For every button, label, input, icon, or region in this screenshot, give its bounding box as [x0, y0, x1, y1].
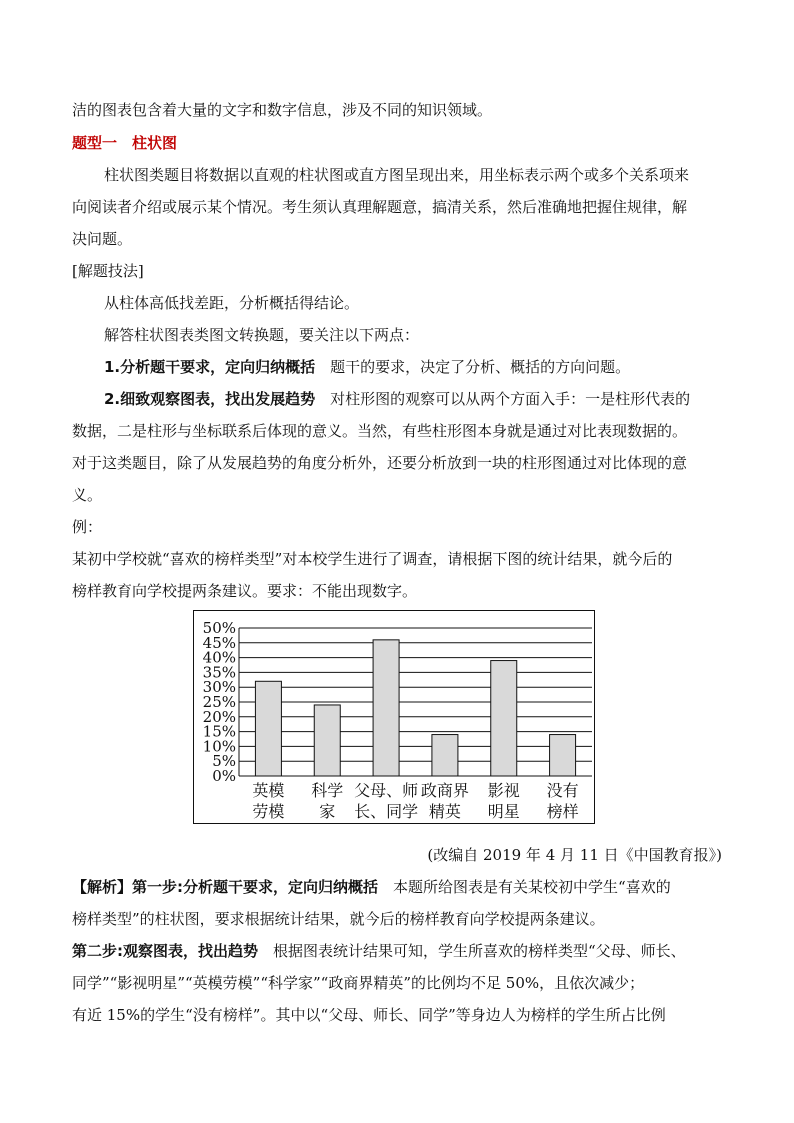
intro-line: 柱状图类题目将数据以直观的柱状图或直方图呈现出来，用坐标表示两个或多个关系项来: [104, 166, 690, 184]
source-citation: (改编自 2019 年 4 月 11 日《中国教育报》): [427, 846, 722, 864]
intro-line: 向阅读者介绍或展示某个情况。考生须认真理解题意，搞清关系，然后准确地把握住规律，解: [72, 198, 688, 216]
point-1-text: 题干的要求，决定了分析、概括的方向问题。: [315, 358, 631, 376]
bar: [314, 705, 340, 776]
point-2-title: 2.细致观察图表，找出发展趋势: [104, 390, 316, 408]
example-line: 某初中学校就“喜欢的榜样类型”对本校学生进行了调查，请根据下图的统计结果，就今后的: [72, 550, 673, 568]
bar: [491, 661, 517, 776]
x-tick-label: 明星: [487, 802, 520, 821]
analysis-step-2: [72, 941, 686, 961]
point-1-title: 1.分析题干要求，定向归纳概括: [104, 358, 316, 376]
point-2: [104, 389, 690, 409]
x-tick-label: 影视: [487, 781, 520, 800]
step-2-label: 第二步:: [72, 942, 123, 960]
x-tick-label: 长、同学: [354, 802, 419, 821]
method-line: 解答柱状图表类图文转换题，要关注以下两点：: [104, 326, 420, 344]
y-tick-label: 15%: [202, 722, 236, 741]
point-2-line: 数据，二是柱形与坐标联系后体现的意义。当然，有些柱形图本身就是通过对比表现数据的。: [72, 422, 688, 440]
analysis-step-1: [72, 877, 671, 897]
x-tick-label: 没有: [546, 781, 579, 800]
x-tick-label: 家: [319, 802, 336, 821]
y-tick-label: 25%: [202, 693, 236, 711]
y-tick-label: 0%: [212, 767, 236, 785]
y-tick-label: 35%: [202, 663, 236, 682]
method-line: 从柱体高低找差距，分析概括得结论。: [104, 294, 360, 312]
x-tick-label: 劳模: [252, 802, 285, 821]
y-tick-label: 50%: [202, 619, 236, 637]
x-tick-label: 政商界: [420, 781, 469, 800]
y-tick-label: 45%: [202, 633, 236, 652]
x-tick-label: 科学: [311, 781, 344, 800]
bar-chart-svg: [194, 611, 594, 823]
analysis-tag: 【解析】: [72, 878, 133, 896]
step-1-label: 第一步:: [132, 878, 184, 896]
bar-chart: [193, 610, 595, 824]
point-2-line: 对于这类题目，除了从发展趋势的角度分析外，还要分析放到一块的柱形图通过对比体现的意: [72, 454, 688, 472]
example-line: 榜样教育向学校提两条建议。要求：不能出现数字。: [72, 582, 418, 600]
y-tick-label: 20%: [202, 707, 236, 726]
y-tick-label: 30%: [202, 678, 236, 697]
x-tick-label: 精英: [428, 802, 461, 821]
x-tick-label: 父母、师: [354, 781, 419, 800]
point-1: [104, 357, 630, 377]
method-heading: [解题技法]: [72, 262, 144, 280]
example-label: 例：: [72, 518, 103, 536]
step-1-text: 本题所给图表是有关某校初中学生“喜欢的: [378, 878, 671, 896]
point-2-text: 对柱形图的观察可以从两个方面入手：一是柱形代表的: [315, 390, 691, 408]
paragraph-line: 洁的图表包含着大量的文字和数字信息，涉及不同的知识领域。: [72, 101, 493, 119]
analysis-line: 同学”“影视明星”“英模劳模”“科学家”“政商界精英”的比例均不足 50%，且依次减少；: [72, 974, 645, 992]
analysis-line: 有近 15%的学生“没有榜样”。其中以“父母、师长、同学”等身边人为榜样的学生所占比例: [72, 1006, 666, 1024]
x-tick-label: 英模: [252, 781, 285, 800]
y-tick-label: 10%: [202, 737, 236, 756]
step-2-title: 观察图表，找出趋势: [123, 942, 259, 960]
bar: [373, 640, 399, 776]
bar: [255, 681, 281, 776]
y-tick-label: 5%: [212, 752, 236, 771]
bar: [550, 735, 576, 776]
step-2-text: 根据图表统计结果可知，学生所喜欢的榜样类型“父母、师长、: [258, 942, 686, 960]
point-2-line: 义。: [72, 486, 103, 504]
y-tick-label: 40%: [202, 648, 236, 667]
analysis-line: 榜样类型”的柱状图，要求根据统计结果，就今后的榜样教育向学校提两条建议。: [72, 910, 605, 928]
section-heading: 题型一 柱状图: [72, 134, 178, 152]
x-tick-label: 榜样: [546, 802, 579, 821]
bar: [432, 735, 458, 776]
step-1-title: 分析题干要求，定向归纳概括: [183, 878, 379, 896]
intro-line: 决问题。: [72, 230, 133, 248]
